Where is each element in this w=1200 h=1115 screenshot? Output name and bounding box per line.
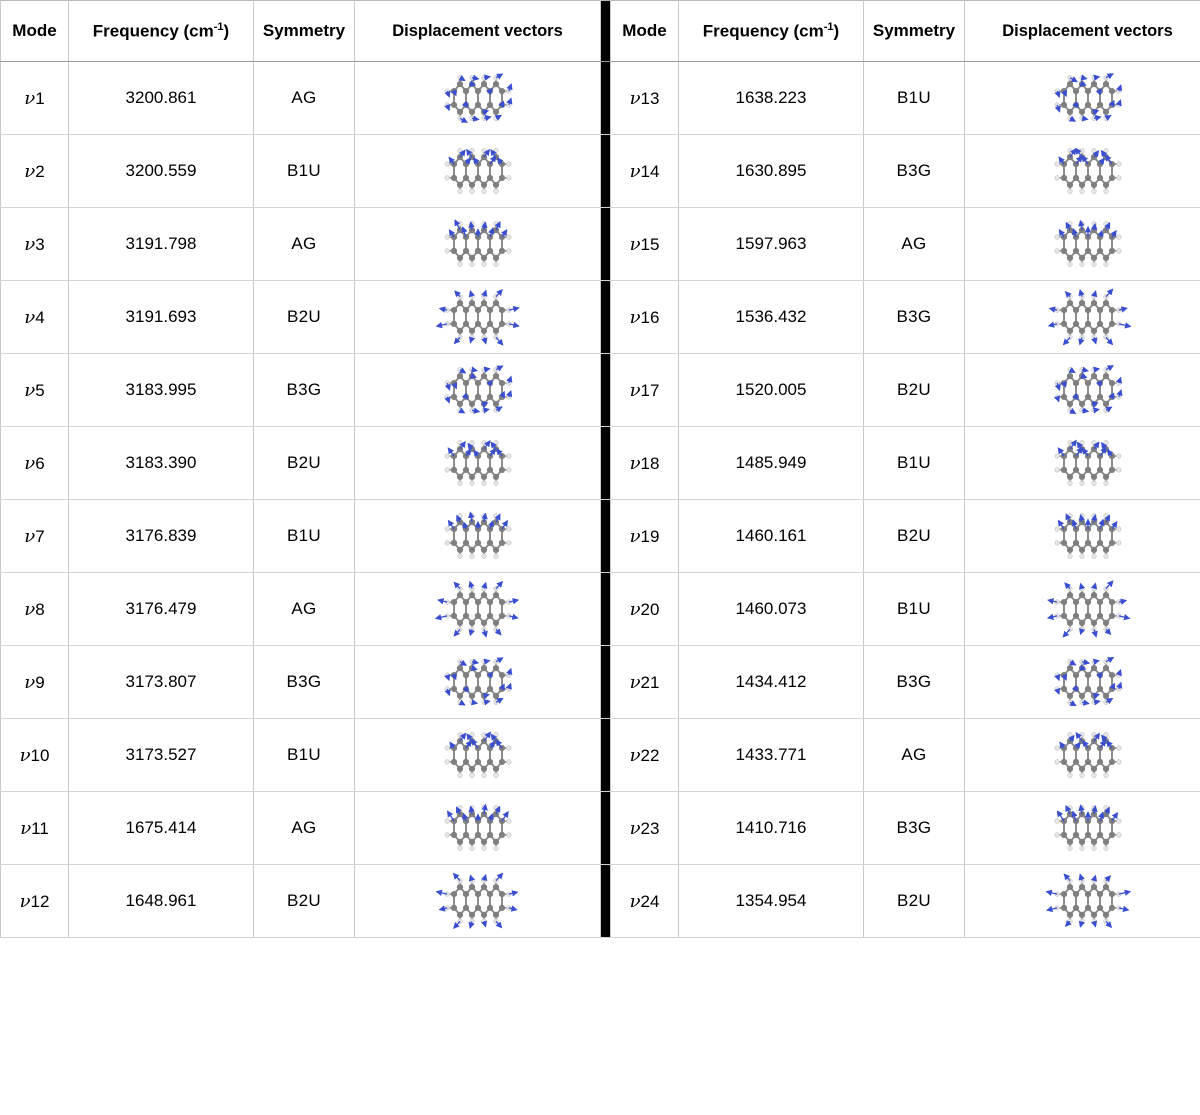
mode-index: 18 xyxy=(640,453,660,473)
mode-index: 11 xyxy=(31,818,49,838)
frequency-value-left: 3176.479 xyxy=(69,573,254,646)
mode-index: 19 xyxy=(640,526,660,546)
nu-symbol: ν xyxy=(629,160,641,182)
table-row xyxy=(1,62,1200,135)
displacement-vectors-diagram xyxy=(355,573,601,646)
header-symmetry-left: Symmetry xyxy=(254,1,355,62)
mode-index: 14 xyxy=(640,161,660,181)
molecule-icon xyxy=(973,866,1200,936)
displacement-vectors-diagram xyxy=(355,208,601,281)
frequency-value-right: 1460.073 xyxy=(679,573,864,646)
symmetry-value-right: B3G xyxy=(864,792,965,865)
mode-label-left xyxy=(1,427,69,500)
nu-symbol: ν xyxy=(629,452,641,474)
mode-label-right xyxy=(611,500,679,573)
displacement-vectors-diagram xyxy=(355,500,601,573)
mode-label-left xyxy=(1,208,69,281)
mode-label-left xyxy=(1,646,69,719)
symmetry-value-left: B3G xyxy=(254,646,355,719)
symmetry-value-right: B3G xyxy=(864,646,965,719)
table-row xyxy=(1,573,1200,646)
displacement-vectors-diagram xyxy=(355,646,601,719)
mode-index: 15 xyxy=(640,234,660,254)
mode-index: 22 xyxy=(640,745,660,765)
symmetry-value-right: B1U xyxy=(864,62,965,135)
frequency-value-right: 1410.716 xyxy=(679,792,864,865)
symmetry-value-left: B2U xyxy=(254,281,355,354)
nu-symbol: ν xyxy=(629,598,641,620)
symmetry-value-right: B2U xyxy=(864,865,965,938)
mode-label-left xyxy=(1,135,69,208)
header-frequency-right xyxy=(679,1,864,62)
symmetry-value-left: AG xyxy=(254,208,355,281)
table-row xyxy=(1,208,1200,281)
displacement-vectors-diagram xyxy=(355,792,601,865)
molecule-icon xyxy=(973,355,1200,425)
nu-symbol: ν xyxy=(19,744,31,766)
nu-symbol: ν xyxy=(629,744,641,766)
column-separator xyxy=(601,281,611,354)
frequency-value-left: 3173.807 xyxy=(69,646,254,719)
column-separator xyxy=(601,865,611,938)
molecule-icon xyxy=(973,793,1200,863)
displacement-vectors-diagram xyxy=(355,135,601,208)
table-row xyxy=(1,281,1200,354)
frequency-value-left: 1648.961 xyxy=(69,865,254,938)
mode-index: 8 xyxy=(35,599,45,619)
header-displacement-right: Displacement vectors xyxy=(965,1,1200,62)
molecule-icon xyxy=(363,793,593,863)
displacement-vectors-diagram xyxy=(355,62,601,135)
nu-symbol: ν xyxy=(629,890,641,912)
displacement-vectors-diagram xyxy=(355,865,601,938)
molecule-icon xyxy=(973,209,1200,279)
column-separator xyxy=(601,573,611,646)
symmetry-value-left: AG xyxy=(254,62,355,135)
frequency-value-right: 1597.963 xyxy=(679,208,864,281)
molecule-icon xyxy=(973,720,1200,790)
header-mode-left: Mode xyxy=(1,1,69,62)
frequency-value-left: 3200.559 xyxy=(69,135,254,208)
header-frequency-close-left: ) xyxy=(223,21,230,41)
molecule-icon xyxy=(973,574,1200,644)
frequency-value-right: 1520.005 xyxy=(679,354,864,427)
mode-index: 20 xyxy=(640,599,660,619)
symmetry-value-right: AG xyxy=(864,719,965,792)
mode-index: 21 xyxy=(640,672,660,692)
mode-label-right xyxy=(611,281,679,354)
displacement-vectors-diagram xyxy=(965,208,1200,281)
frequency-value-right: 1536.432 xyxy=(679,281,864,354)
mode-index: 24 xyxy=(640,891,660,911)
molecule-icon xyxy=(973,63,1200,133)
displacement-vectors-diagram xyxy=(965,354,1200,427)
molecule-icon xyxy=(363,355,593,425)
molecule-icon xyxy=(363,428,593,498)
table-row xyxy=(1,646,1200,719)
molecule-icon xyxy=(973,136,1200,206)
displacement-vectors-diagram xyxy=(355,281,601,354)
mode-label-left xyxy=(1,62,69,135)
mode-label-right xyxy=(611,573,679,646)
mode-label-left xyxy=(1,281,69,354)
displacement-vectors-diagram xyxy=(355,719,601,792)
frequency-value-right: 1433.771 xyxy=(679,719,864,792)
mode-label-right xyxy=(611,354,679,427)
nu-symbol: ν xyxy=(629,379,641,401)
column-separator xyxy=(601,135,611,208)
table-row xyxy=(1,792,1200,865)
displacement-vectors-diagram xyxy=(965,719,1200,792)
column-separator xyxy=(601,354,611,427)
table-header xyxy=(1,1,1200,62)
displacement-vectors-diagram xyxy=(965,281,1200,354)
header-symmetry-right: Symmetry xyxy=(864,1,965,62)
mode-label-left xyxy=(1,500,69,573)
molecule-icon xyxy=(363,209,593,279)
table-row xyxy=(1,719,1200,792)
mode-label-left xyxy=(1,792,69,865)
nu-symbol: ν xyxy=(629,525,641,547)
frequency-value-left: 1675.414 xyxy=(69,792,254,865)
symmetry-value-right: B3G xyxy=(864,135,965,208)
table-row xyxy=(1,865,1200,938)
column-separator xyxy=(601,646,611,719)
table-row xyxy=(1,135,1200,208)
mode-label-right xyxy=(611,719,679,792)
column-separator xyxy=(601,427,611,500)
symmetry-value-left: B2U xyxy=(254,427,355,500)
header-frequency-close-right: ) xyxy=(833,21,840,41)
frequency-value-right: 1485.949 xyxy=(679,427,864,500)
displacement-vectors-diagram xyxy=(965,646,1200,719)
symmetry-value-left: B1U xyxy=(254,135,355,208)
mode-index: 5 xyxy=(35,380,45,400)
molecule-icon xyxy=(363,63,593,133)
frequency-value-right: 1434.412 xyxy=(679,646,864,719)
molecule-icon xyxy=(973,282,1200,352)
nu-symbol: ν xyxy=(629,233,641,255)
symmetry-value-left: B3G xyxy=(254,354,355,427)
table-row xyxy=(1,500,1200,573)
column-separator xyxy=(601,719,611,792)
header-row xyxy=(1,1,1200,62)
mode-index: 1 xyxy=(35,88,45,108)
mode-label-right xyxy=(611,62,679,135)
frequency-value-left: 3173.527 xyxy=(69,719,254,792)
mode-index: 12 xyxy=(30,891,50,911)
displacement-vectors-diagram xyxy=(965,427,1200,500)
molecule-icon xyxy=(363,720,593,790)
header-frequency-unit-left: -1 xyxy=(213,20,224,33)
symmetry-value-left: AG xyxy=(254,792,355,865)
frequency-value-right: 1354.954 xyxy=(679,865,864,938)
nu-symbol: ν xyxy=(24,233,36,255)
symmetry-value-right: B1U xyxy=(864,427,965,500)
frequency-value-left: 3176.839 xyxy=(69,500,254,573)
mode-index: 6 xyxy=(35,453,45,473)
molecule-icon xyxy=(973,501,1200,571)
symmetry-value-right: B3G xyxy=(864,281,965,354)
mode-index: 7 xyxy=(35,526,45,546)
header-displacement-left: Displacement vectors xyxy=(355,1,601,62)
column-separator xyxy=(601,500,611,573)
displacement-vectors-diagram xyxy=(965,865,1200,938)
table-row xyxy=(1,427,1200,500)
nu-symbol: ν xyxy=(629,306,641,328)
symmetry-value-left: B1U xyxy=(254,500,355,573)
molecule-icon xyxy=(363,866,593,936)
frequency-value-left: 3183.995 xyxy=(69,354,254,427)
displacement-vectors-diagram xyxy=(965,62,1200,135)
frequency-value-left: 3191.798 xyxy=(69,208,254,281)
nu-symbol: ν xyxy=(629,671,641,693)
molecule-icon xyxy=(363,136,593,206)
molecule-icon xyxy=(973,428,1200,498)
header-mode-right: Mode xyxy=(611,1,679,62)
mode-index: 13 xyxy=(640,88,660,108)
nu-symbol: ν xyxy=(19,890,31,912)
mode-label-left xyxy=(1,573,69,646)
header-frequency-text-right: Frequency (cm xyxy=(702,21,824,41)
displacement-vectors-diagram xyxy=(965,792,1200,865)
mode-label-right xyxy=(611,865,679,938)
frequency-value-left: 3191.693 xyxy=(69,281,254,354)
mode-label-right xyxy=(611,792,679,865)
displacement-vectors-diagram xyxy=(355,354,601,427)
mode-index: 17 xyxy=(640,380,660,400)
displacement-vectors-diagram xyxy=(355,427,601,500)
symmetry-value-right: B1U xyxy=(864,573,965,646)
molecule-icon xyxy=(363,574,593,644)
column-separator xyxy=(601,792,611,865)
mode-index: 9 xyxy=(35,672,45,692)
molecule-icon xyxy=(363,647,593,717)
mode-label-right xyxy=(611,427,679,500)
mode-label-right xyxy=(611,135,679,208)
column-separator xyxy=(601,62,611,135)
molecule-icon xyxy=(363,501,593,571)
molecule-icon xyxy=(973,647,1200,717)
mode-index: 10 xyxy=(30,745,50,765)
nu-symbol: ν xyxy=(20,817,32,839)
nu-symbol: ν xyxy=(24,160,36,182)
nu-symbol: ν xyxy=(24,87,36,109)
mode-label-left xyxy=(1,719,69,792)
frequency-value-right: 1460.161 xyxy=(679,500,864,573)
displacement-vectors-diagram xyxy=(965,573,1200,646)
nu-symbol: ν xyxy=(24,598,36,620)
symmetry-value-right: B2U xyxy=(864,500,965,573)
displacement-vectors-diagram xyxy=(965,135,1200,208)
symmetry-value-left: AG xyxy=(254,573,355,646)
header-frequency-text-left: Frequency (cm xyxy=(92,21,214,41)
table-row xyxy=(1,354,1200,427)
nu-symbol: ν xyxy=(629,817,641,839)
symmetry-value-left: B2U xyxy=(254,865,355,938)
mode-label-right xyxy=(611,208,679,281)
mode-label-left xyxy=(1,354,69,427)
mode-label-right xyxy=(611,646,679,719)
nu-symbol: ν xyxy=(24,452,36,474)
table-body xyxy=(1,62,1200,938)
mode-index: 23 xyxy=(640,818,660,838)
frequency-value-right: 1630.895 xyxy=(679,135,864,208)
molecule-icon xyxy=(363,282,593,352)
nu-symbol: ν xyxy=(629,87,641,109)
mode-index: 4 xyxy=(35,307,45,327)
nu-symbol: ν xyxy=(24,379,36,401)
mode-index: 2 xyxy=(35,161,45,181)
mode-index: 16 xyxy=(640,307,660,327)
header-frequency-unit-right: -1 xyxy=(823,20,834,33)
header-frequency-left xyxy=(69,1,254,62)
mode-label-left xyxy=(1,865,69,938)
mode-index: 3 xyxy=(35,234,45,254)
frequency-value-left: 3183.390 xyxy=(69,427,254,500)
nu-symbol: ν xyxy=(24,306,36,328)
nu-symbol: ν xyxy=(24,525,36,547)
nu-symbol: ν xyxy=(24,671,36,693)
column-separator xyxy=(601,208,611,281)
column-separator xyxy=(601,1,611,62)
displacement-vectors-diagram xyxy=(965,500,1200,573)
symmetry-value-left: B1U xyxy=(254,719,355,792)
symmetry-value-right: B2U xyxy=(864,354,965,427)
symmetry-value-right: AG xyxy=(864,208,965,281)
frequency-value-right: 1638.223 xyxy=(679,62,864,135)
frequency-value-left: 3200.861 xyxy=(69,62,254,135)
